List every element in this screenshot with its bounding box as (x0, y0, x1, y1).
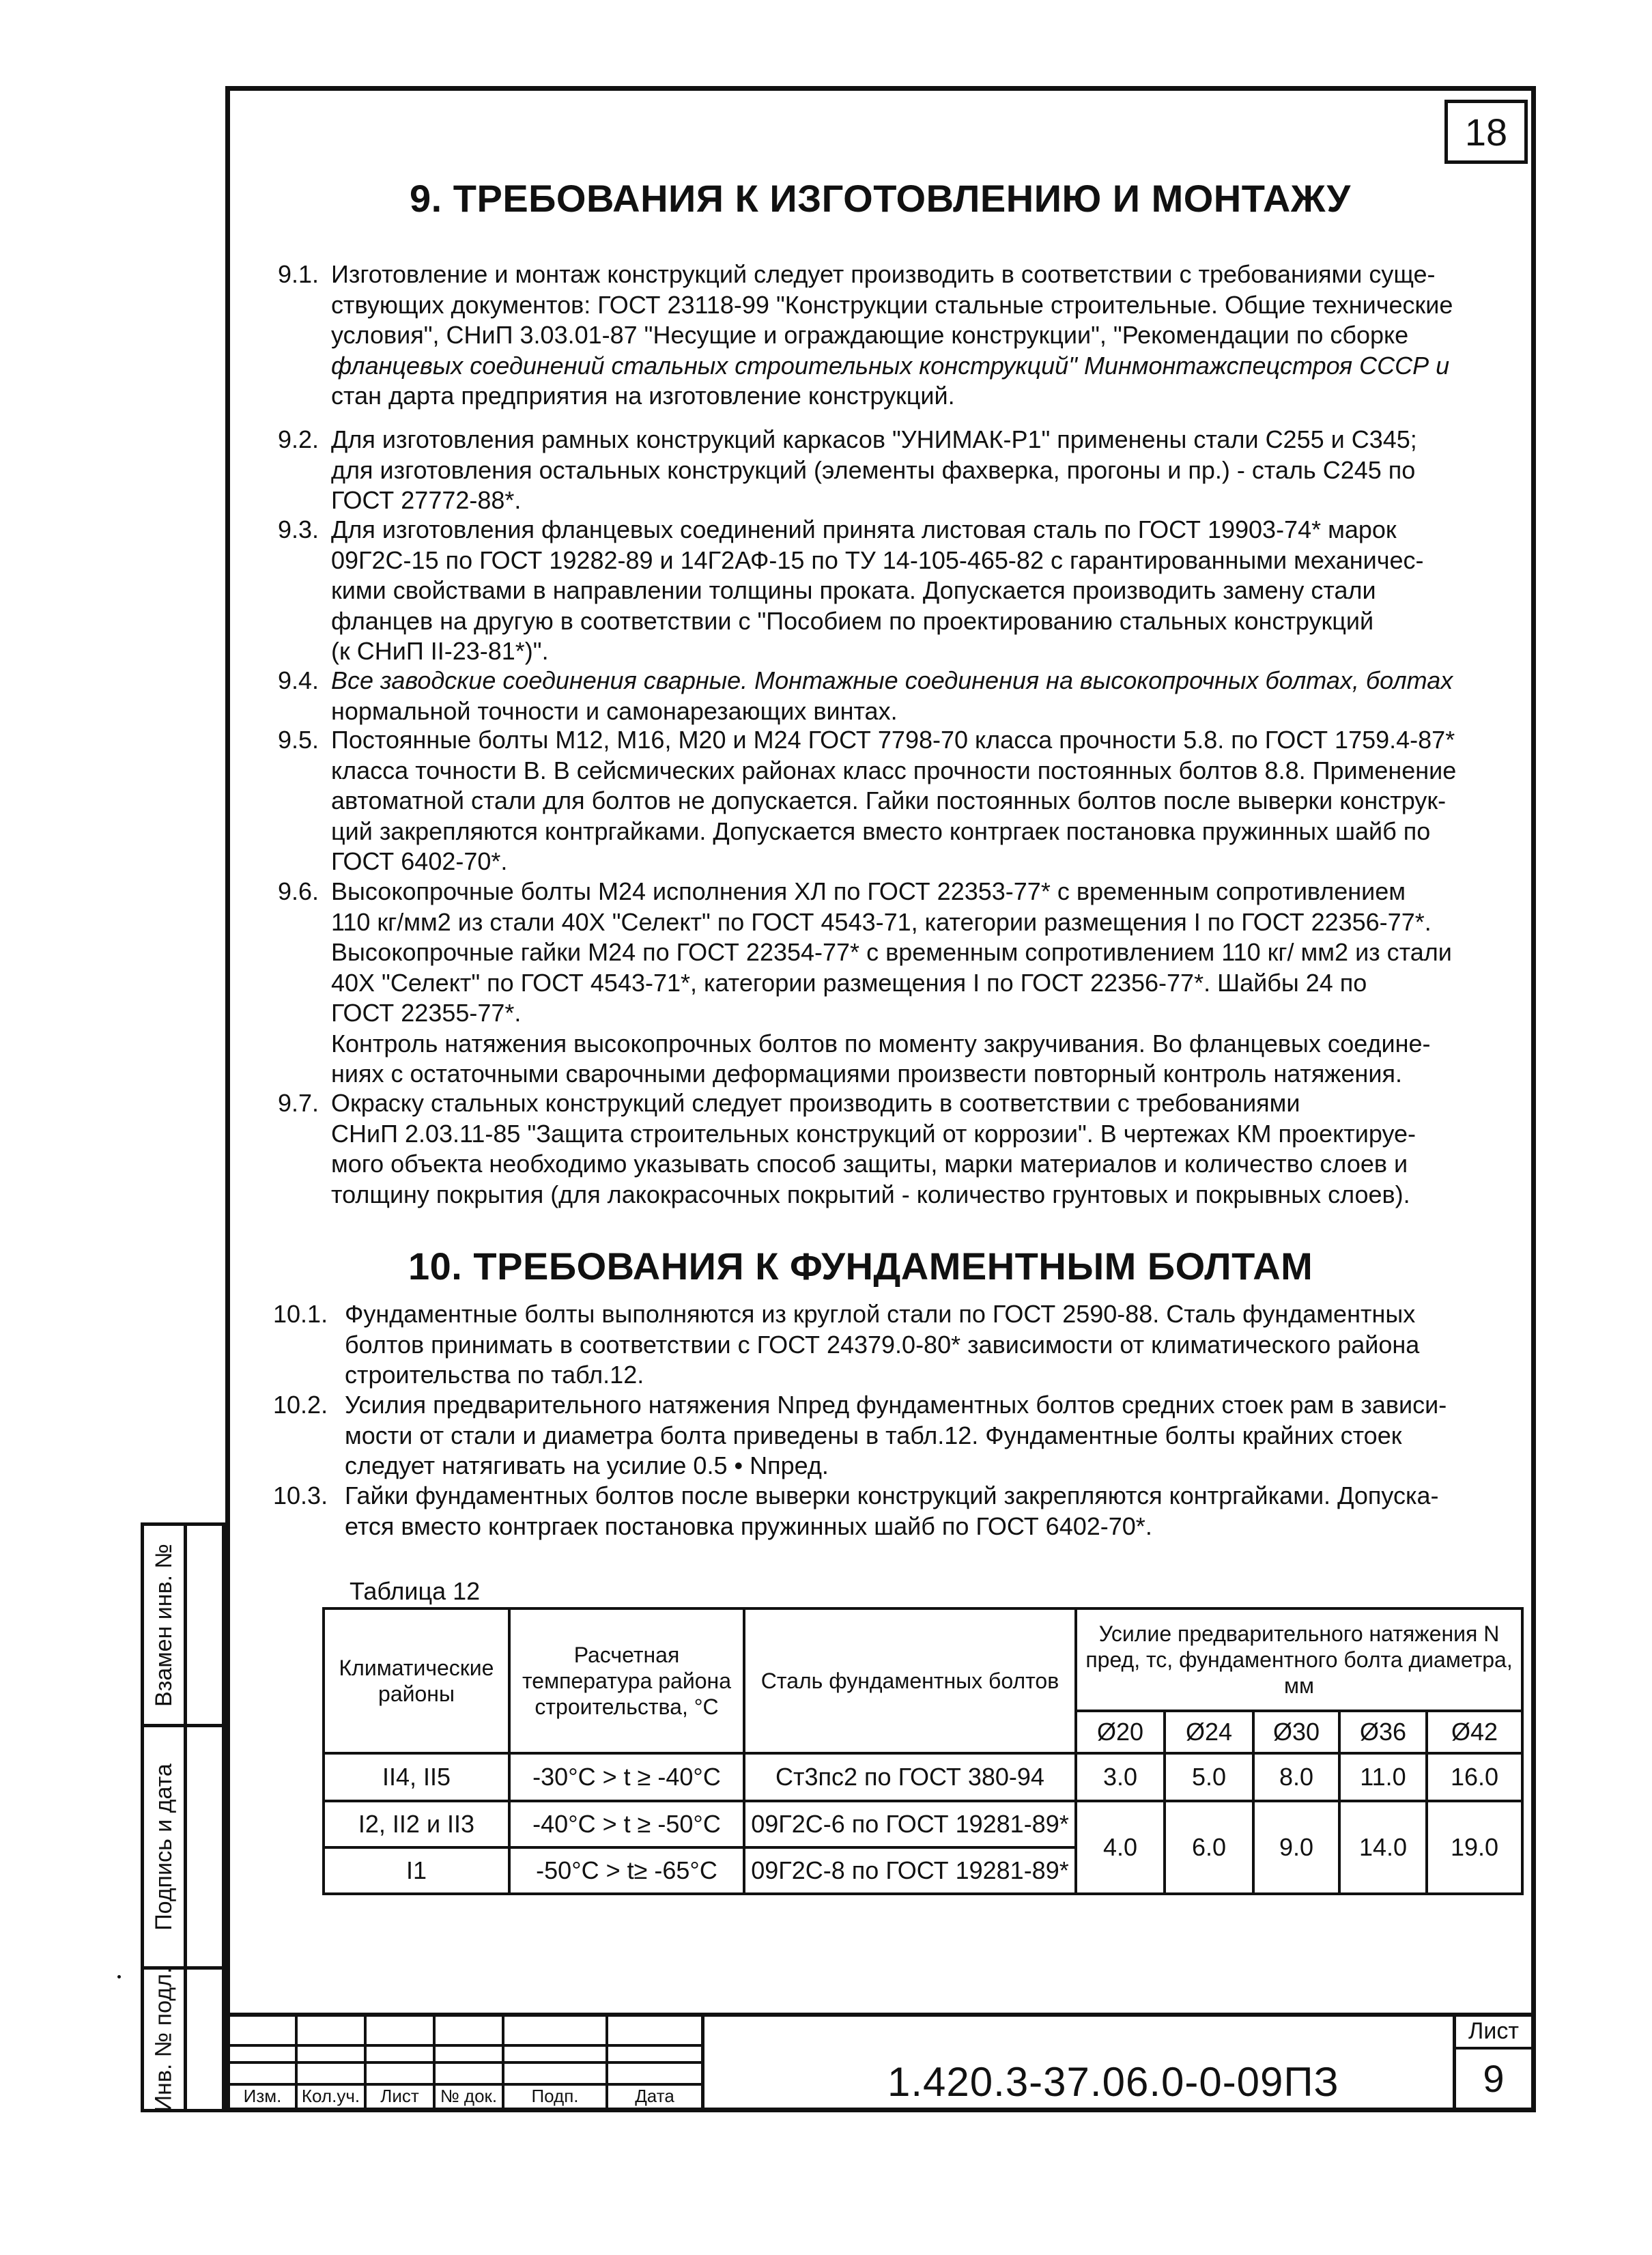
stamp-signature-date (141, 1724, 225, 1970)
paragraph-line: ГОСТ 27772-88*. (331, 486, 522, 514)
paragraph-line: Для изготовления рамных конструкций каркасов "УНИМАК-Р1" применены стали С255 и С345; (331, 425, 1417, 453)
label-inv-original: Инв. № подл. (150, 1967, 177, 2112)
paragraph-line: класса точности В. В сейсмических районах класс прочности постоянных болтов 8.8. Применение (331, 756, 1457, 784)
header-steel: Сталь фундаментных болтов (744, 1608, 1076, 1753)
paragraph-line: фланцевых соединений стальных строительных конструкций" Минмонтажспецстроя СССР и (331, 351, 1450, 380)
paragraph-line: Для изготовления фланцевых соединений принята листовая сталь по ГОСТ 19903-74* марок (331, 515, 1397, 543)
cell-value: 6.0 (1165, 1801, 1253, 1894)
label-replaced-inv: Взамен инв. № (150, 1543, 177, 1707)
paragraph-line: СНиП 2.03.11-85 "Защита строительных конструкций от коррозии". В чертежах КМ проектируе- (331, 1119, 1416, 1148)
col-list: Лист (380, 2086, 419, 2106)
paragraph-9-7 (278, 1088, 1475, 1210)
sheet-number: 9 (1483, 2057, 1505, 2100)
paragraph-10-3 (273, 1481, 1475, 1542)
paragraph-9-1 (278, 259, 1475, 412)
label-signature-date: Подпись и дата (150, 1763, 177, 1931)
header-temperature: Расчетная температура района строительства, °С (509, 1608, 744, 1753)
cell-district: I2, II2 и II3 (324, 1801, 509, 1847)
paragraph-number: 10.2. (273, 1391, 328, 1419)
paragraph-line: кими свойствами в направлении толщины проката. Допускается производить замену стали (331, 576, 1376, 604)
paragraph-number: 9.3. (278, 515, 319, 543)
document-code: 1.420.3-37.06.0-0-09ПЗ (887, 2059, 1339, 2105)
cell-value: 4.0 (1076, 1801, 1165, 1894)
section-10-title: 10. ТРЕБОВАНИЯ К ФУНДАМЕНТНЫМ БОЛТАМ (408, 1245, 1313, 1288)
top-page-number: 18 (1444, 100, 1528, 164)
col-izm: Изм. (243, 2086, 282, 2106)
header-diameter: Ø36 (1339, 1711, 1427, 1753)
paragraph-line: толщину покрытия (для лакокрасочных покрытий - количество грунтовых и покрывных слоев). (331, 1180, 1410, 1208)
paragraph-number: 9.5. (278, 726, 319, 754)
cell-district: II4, II5 (324, 1753, 509, 1801)
cell-value: 19.0 (1427, 1801, 1522, 1894)
table-caption: Таблица 12 (350, 1577, 481, 1605)
paragraph-10-1 (273, 1299, 1475, 1391)
paragraph-line: ется вместо контргаек постановка пружинных шайб по ГОСТ 6402-70*. (345, 1512, 1152, 1540)
paragraph-line: для изготовления остальных конструкций (элементы фахверка, прогоны и пр.) - сталь С245 по (331, 455, 1416, 484)
cell-value: 16.0 (1427, 1753, 1522, 1801)
paragraph-line: Изготовление и монтаж конструкций следует производить в соответствии с требованиями суще- (331, 260, 1436, 288)
table-12 (322, 1607, 1524, 1895)
header-diameter: Ø30 (1253, 1711, 1339, 1753)
paragraph-line: ниях с остаточными сварочными деформациями произвести повторный контроль натяжения. (331, 1060, 1403, 1088)
paragraph-line: Все заводские соединения сварные. Монтажные соединения на высокопрочных болтах, болтах (331, 666, 1453, 694)
paragraph-line: болтов принимать в соответствии с ГОСТ 24379.0-80* зависимости от климатического района (345, 1330, 1420, 1359)
section-9-title: 9. ТРЕБОВАНИЯ К ИЗГОТОВЛЕНИЮ И МОНТАЖУ (410, 177, 1351, 220)
paragraph-line: Окраску стальных конструкций следует производить в соответствии с требованиями (331, 1089, 1300, 1117)
paragraph-line: стан дарта предприятия на изготовление конструкций. (331, 382, 955, 410)
paragraph-line: Контроль натяжения высокопрочных болтов по моменту закручивания. Во фланцевых соедине- (331, 1029, 1431, 1058)
paragraph-line: Фундаментные болты выполняются из круглой стали по ГОСТ 2590-88. Сталь фундаментных (345, 1300, 1416, 1328)
paragraph-line: ций закрепляются контргайками. Допускается вместо контргаек постановка пружинных шайб по (331, 817, 1431, 845)
cell-value: 5.0 (1165, 1753, 1253, 1801)
cell-value: 3.0 (1076, 1753, 1165, 1801)
paragraph-line: условия", СНиП 3.03.01-87 "Несущие и ограждающие конструкции", "Рекомендации по сборке (331, 321, 1409, 349)
col-kol-uch: Кол.уч. (301, 2086, 360, 2106)
paragraph-line: Высокопрочные гайки М24 по ГОСТ 22354-77* с временным сопротивлением 110 кг/ мм2 из стали (331, 938, 1452, 966)
header-districts: Климатические районы (324, 1608, 509, 1753)
paragraph-line: нормальной точности и самонарезающих винтах. (331, 696, 898, 725)
paragraph-line: (к СНиП II-23-81*)". (331, 637, 549, 665)
paragraph-line: ГОСТ 6402-70*. (331, 847, 508, 875)
cell-district: I1 (324, 1847, 509, 1894)
cell-value: 11.0 (1339, 1753, 1427, 1801)
paragraph-line: автоматной стали для болтов не допускается. Гайки постоянных болтов после выверки конструк- (331, 786, 1447, 814)
paragraph-line: Высокопрочные болты М24 исполнения ХЛ по ГОСТ 22353-77* с временным сопротивлением (331, 877, 1406, 905)
paragraph-number: 10.1. (273, 1300, 328, 1328)
paragraph-number: 9.1. (278, 260, 319, 288)
paragraph-line: ГОСТ 22355-77*. (331, 999, 522, 1027)
paragraph-number: 9.7. (278, 1089, 319, 1117)
paragraph-number: 10.3. (273, 1481, 328, 1509)
table-row (324, 1753, 1522, 1801)
header-diameter: Ø42 (1427, 1711, 1522, 1753)
paragraph-line: мости от стали и диаметра болта приведены в табл.12. Фундаментные болты крайних стоек (345, 1421, 1402, 1449)
paragraph-line: 110 кг/мм2 из стали 40Х "Селект" по ГОСТ 4543-71, категории размещения I по ГОСТ 22356-77*. (331, 907, 1432, 936)
paragraph-line: строительства по табл.12. (345, 1361, 644, 1389)
cell-steel: 09Г2С-6 по ГОСТ 19281-89* (744, 1801, 1076, 1847)
paragraph-9-2 (278, 425, 1475, 516)
header-diameter: Ø24 (1165, 1711, 1253, 1753)
paragraph-line: Гайки фундаментных болтов после выверки конструкций закрепляются контргайками. Допуска- (345, 1481, 1439, 1509)
cell-temp: -40°С > t ≥ -50°С (509, 1801, 744, 1847)
paragraph-9-5 (278, 725, 1475, 877)
cell-value: 14.0 (1339, 1801, 1427, 1894)
cell-value: 9.0 (1253, 1801, 1339, 1894)
cell-temp: -50°С > t≥ -65°С (509, 1847, 744, 1894)
paragraph-line: фланцев на другую в соответствии с "Пособием по проектированию стальных конструкций (331, 606, 1374, 635)
cell-steel: 09Г2С-8 по ГОСТ 19281-89* (744, 1847, 1076, 1894)
revision-grid (230, 2015, 701, 2108)
paragraph-number: 9.2. (278, 425, 319, 453)
col-doc-number: № док. (440, 2086, 498, 2106)
paragraph-line: 09Г2С-15 по ГОСТ 19282-89 и 14Г2АФ-15 по ТУ 14-105-465-82 с гарантированными механичес- (331, 545, 1424, 574)
paragraph-number: 9.4. (278, 666, 319, 694)
cell-value: 8.0 (1253, 1753, 1339, 1801)
stamp-replaced-inv (141, 1522, 225, 1727)
col-date: Дата (635, 2086, 674, 2106)
paragraph-number: 9.6. (278, 877, 319, 905)
paragraph-line: ствующих документов: ГОСТ 23118-99 "Конструкции стальные строительные. Общие технические (331, 290, 1453, 319)
col-signature: Подп. (531, 2086, 579, 2106)
sheet-box (1453, 2015, 1531, 2108)
stamp-inv-original (141, 1966, 225, 2112)
table-row (324, 1801, 1522, 1847)
paragraph-line: мого объекта необходимо указывать способ защиты, марки материалов и количество слоев и (331, 1150, 1408, 1178)
paragraph-10-2 (273, 1390, 1475, 1481)
header-force: Усилие предварительного натяжения N пред, тс, фундаментного болта диаметра, мм (1076, 1608, 1522, 1711)
paragraph-line: следует натягивать на усилие 0.5 • Nпред. (345, 1451, 829, 1479)
paragraph-9-6 (278, 877, 1475, 1090)
paragraph-9-3 (278, 515, 1475, 667)
paragraph-line: 40Х "Селект" по ГОСТ 4543-71*, категории размещения I по ГОСТ 22356-77*. Шайбы 24 по (331, 968, 1367, 997)
paragraph-line: Постоянные болты М12, М16, М20 и М24 ГОСТ 7798-70 класса прочности 5.8. по ГОСТ 1759.4-87* (331, 726, 1455, 754)
sheet-label: Лист (1456, 2015, 1531, 2050)
cell-steel: Ст3пс2 по ГОСТ 380-94 (744, 1753, 1076, 1801)
cell-temp: -30°С > t ≥ -40°С (509, 1753, 744, 1801)
paragraph-9-4 (278, 666, 1475, 726)
header-diameter: Ø20 (1076, 1711, 1165, 1753)
stray-dot (117, 1975, 121, 1979)
paragraph-line: Усилия предварительного натяжения Nпред фундаментных болтов средних стоек рам в зависи- (345, 1391, 1447, 1419)
